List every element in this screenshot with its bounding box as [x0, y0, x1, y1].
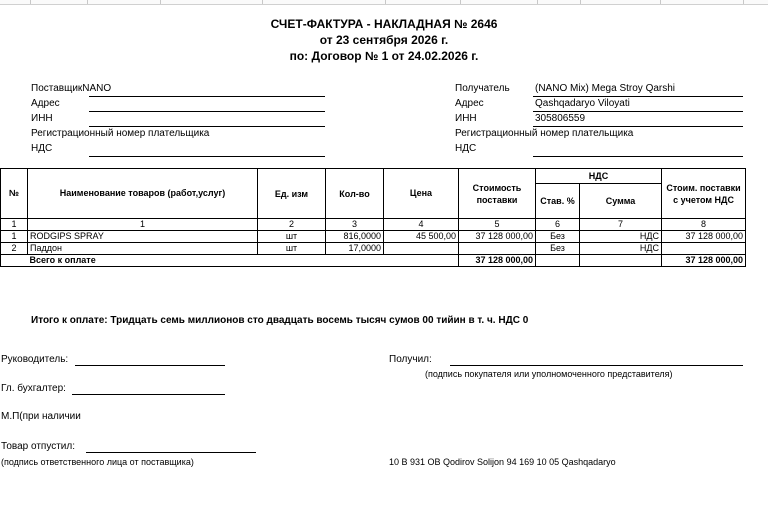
col-header-price: Цена — [384, 169, 459, 219]
row-sum: НДС — [580, 243, 662, 255]
col-number: 2 — [258, 219, 326, 231]
row-total — [662, 243, 746, 255]
recipient-value: (NANO Mix) Mega Stroy Qarshi — [535, 83, 676, 94]
received-note: (подпись покупателя или уполномоченного представителя) — [425, 369, 673, 379]
recipient-address-label: Адрес — [455, 98, 484, 109]
row-price: 45 500,00 — [384, 231, 459, 243]
recipient-address-value: Qashqadaryo Viloyati — [535, 98, 630, 109]
table-total-row — [1, 255, 746, 267]
col-header-rate: Став. % — [536, 184, 580, 219]
recipient-vat-label: НДС — [455, 143, 477, 154]
received-label: Получил: — [389, 354, 432, 365]
col-header-vat: НДС — [536, 169, 662, 184]
row-num: 2 — [1, 243, 28, 255]
row-unit: шт — [258, 231, 326, 243]
table-row — [1, 243, 746, 255]
invoice-title: СЧЕТ-ФАКТУРА - НАКЛАДНАЯ № 2646 — [270, 17, 498, 31]
supplier-reg-label: Регистрационный номер плательщика — [31, 128, 210, 139]
row-rate: Без — [536, 243, 580, 255]
col-number: 1 — [1, 219, 28, 231]
total-with-vat: 37 128 000,00 — [662, 255, 746, 267]
col-number: 6 — [536, 219, 580, 231]
col-number: 5 — [459, 219, 536, 231]
col-number: 3 — [326, 219, 384, 231]
table-row — [1, 231, 746, 243]
invoice-date: от 23 сентября 2026 г. — [319, 33, 449, 47]
col-number: 4 — [384, 219, 459, 231]
row-sum: НДС — [580, 231, 662, 243]
col-number: 7 — [580, 219, 662, 231]
invoice-table — [0, 168, 746, 267]
row-rate: Без — [536, 231, 580, 243]
col-header-sum: Сумма — [580, 184, 662, 219]
row-num: 1 — [1, 231, 28, 243]
footer-note: 10 B 931 OB Qodirov Solijon 94 169 10 05 Qashqadaryo — [389, 457, 616, 467]
total-label: Всего к оплате — [28, 255, 459, 267]
row-total: 37 128 000,00 — [662, 231, 746, 243]
total-cost: 37 128 000,00 — [459, 255, 536, 267]
col-header-unit: Ед. изм — [258, 169, 326, 219]
recipient-inn-value: 305806559 — [535, 113, 586, 124]
col-header-qty: Кол-во — [326, 169, 384, 219]
supplier-inn-label: ИНН — [31, 113, 53, 124]
row-unit: шт — [258, 243, 326, 255]
supplier-label: Поставщик — [31, 83, 83, 94]
recipient-reg-label: Регистрационный номер плательщика — [455, 128, 634, 139]
released-label: Товар отпустил: — [1, 441, 75, 452]
invoice-basis: по: Договор № 1 от 24.02.2026 г. — [289, 49, 479, 63]
total-in-words: Итого к оплате: Тридцать семь миллионов сто двадцать восемь тысяч сумов 00 тийин в т. ч. НДС 0 — [31, 315, 529, 326]
column-numbers-row — [1, 219, 746, 231]
accountant-label: Гл. бухгалтер: — [1, 383, 66, 394]
supplier-row — [31, 83, 111, 94]
row-name: Паддон — [28, 243, 258, 255]
col-header-name: Наименование товаров (работ,услуг) — [28, 169, 258, 219]
supplier-address-label: Адрес — [31, 98, 60, 109]
row-qty: 816,0000 — [326, 231, 384, 243]
col-header-cost: Стоимость поставки — [459, 169, 536, 219]
col-number: 8 — [662, 219, 746, 231]
table-header-row — [1, 169, 746, 184]
supplier-vat-label: НДС — [31, 143, 53, 154]
stamp-label: М.П(при наличии — [1, 411, 81, 422]
col-header-num: № — [1, 169, 28, 219]
supplier-value: NANO — [82, 83, 112, 94]
released-note: (подпись ответственного лица от поставщика) — [1, 457, 194, 467]
row-qty: 17,0000 — [326, 243, 384, 255]
row-cost: 37 128 000,00 — [459, 231, 536, 243]
col-number: 1 — [28, 219, 258, 231]
row-name: RODGIPS SPRAY — [28, 231, 258, 243]
director-label: Руководитель: — [1, 354, 69, 365]
col-header-total: Стоим. поставки с учетом НДС — [662, 169, 746, 219]
recipient-inn-label: ИНН — [455, 113, 477, 124]
spreadsheet-ruler — [0, 0, 768, 5]
row-price — [384, 243, 459, 255]
row-cost — [459, 243, 536, 255]
recipient-label: Получатель — [455, 83, 510, 94]
